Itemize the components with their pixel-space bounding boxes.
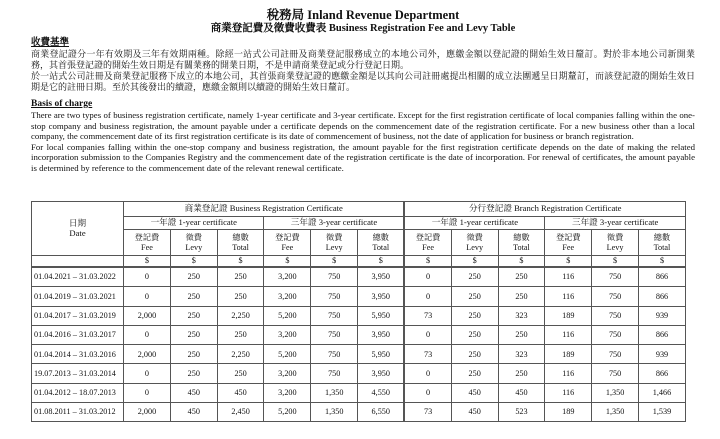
fee-table (31, 201, 686, 422)
value-cell: 250 (170, 287, 217, 306)
value-cell: 450 (498, 383, 545, 402)
column-header-en: Total (653, 242, 671, 252)
column-header-fee (404, 230, 451, 256)
value-cell: 189 (545, 306, 592, 325)
br-three-year-header: 三年證 3-year certificate (264, 217, 404, 230)
column-header-fee (264, 230, 311, 256)
table-row (32, 287, 686, 306)
value-cell: 0 (124, 325, 171, 344)
value-cell: 1,350 (592, 403, 639, 422)
column-header-en: Fee (562, 242, 575, 252)
column-header-total (358, 230, 405, 256)
value-cell: 750 (592, 287, 639, 306)
branch-one-year-header: 一年證 1-year certificate (404, 217, 544, 230)
value-cell: 3,200 (264, 325, 311, 344)
period-cell: 01.08.2011 – 31.03.2012 (32, 403, 124, 422)
value-cell: 3,950 (358, 267, 405, 287)
value-cell: 323 (498, 306, 545, 325)
period-cell: 01.04.2017 – 31.03.2019 (32, 306, 124, 325)
value-cell: 5,950 (358, 345, 405, 364)
column-header-zh: 登記費 (134, 233, 160, 242)
date-header-zh: 日期 (68, 218, 87, 228)
branch-certificate-header: 分行登記證 Branch Registration Certificate (404, 202, 685, 217)
value-cell: 5,200 (264, 306, 311, 325)
value-cell: 116 (545, 383, 592, 402)
column-header-total (217, 230, 264, 256)
value-cell: 0 (124, 287, 171, 306)
column-header-en: Levy (185, 242, 203, 252)
value-cell: 250 (451, 267, 498, 287)
date-header (32, 202, 124, 256)
column-header-zh: 總數 (232, 233, 249, 242)
unit-label: $ (358, 256, 405, 268)
value-cell: 116 (545, 267, 592, 287)
value-cell: 0 (404, 325, 451, 344)
period-cell: 01.04.2016 – 31.03.2017 (32, 325, 124, 344)
unit-spacer (32, 256, 124, 268)
page-subtitle: 商業登記費及徵費收費表 Business Registration Fee and Levy Table (210, 23, 516, 34)
english-paragraph-1: There are two types of business registration certificate, namely 1-year certificate and 3-year certificate. Except for the first registration certificate of local companies falling within the one-stop company and business registration, the amount payable under a certificate depends on the commencement date of the registration certificate. For a new business other than a local company, the commencement date of its first registration certificate is its date of commencement of business, not the date of application for business or branch registration. (31, 110, 695, 142)
column-header-en: Levy (466, 242, 484, 252)
column-header-en: Fee (141, 242, 153, 252)
value-cell: 750 (592, 306, 639, 325)
unit-label: $ (404, 256, 451, 268)
value-cell: 866 (638, 267, 685, 287)
value-cell: 939 (638, 306, 685, 325)
column-header-levy (311, 230, 358, 256)
column-header-en: Fee (281, 242, 294, 252)
column-header-zh: 總數 (513, 233, 530, 242)
value-cell: 450 (170, 403, 217, 422)
column-header-levy (592, 230, 639, 256)
value-cell: 73 (404, 345, 451, 364)
period-cell: 01.04.2019 – 31.03.2021 (32, 287, 124, 306)
value-cell: 250 (498, 364, 545, 383)
value-cell: 939 (638, 345, 685, 364)
value-cell: 523 (498, 403, 545, 422)
value-cell: 0 (404, 383, 451, 402)
chinese-paragraph-2: 於一站式公司註冊及商業登記服務下成立的本地公司，其首張商業登記證的應繳金額是以其向公司註冊處提出相關的成立法團遞呈日期釐訂，而該登記證的開始生效日期是它的註冊日期。至於其後發出的續證，應繳金額則以續證的開始生效日釐訂。 (31, 71, 695, 92)
value-cell: 3,200 (264, 287, 311, 306)
unit-label: $ (545, 256, 592, 268)
column-header-total (638, 230, 685, 256)
value-cell: 250 (217, 267, 264, 287)
value-cell: 1,350 (311, 403, 358, 422)
column-header-zh: 總數 (372, 233, 389, 242)
column-header-total (498, 230, 545, 256)
value-cell: 750 (311, 306, 358, 325)
value-cell: 323 (498, 345, 545, 364)
period-cell: 01.04.2012 – 18.07.2013 (32, 383, 124, 402)
page-title: 稅務局 Inland Revenue Department (266, 8, 460, 22)
value-cell: 3,200 (264, 364, 311, 383)
br-one-year-header: 一年證 1-year certificate (124, 217, 264, 230)
value-cell: 2,250 (217, 345, 264, 364)
column-header-en: Total (232, 242, 249, 252)
column-header-fee (545, 230, 592, 256)
value-cell: 3,200 (264, 383, 311, 402)
column-header-zh: 登記費 (555, 233, 581, 242)
date-header-en: Date (69, 227, 86, 238)
value-cell: 2,000 (124, 306, 171, 325)
value-cell: 250 (451, 287, 498, 306)
column-header-zh: 徵費 (606, 233, 624, 242)
english-paragraph-2: For local companies falling within the one-stop company and business registration, the amount payable for the first registration certificate depends on the date of making the related incorporation submission to the Companies Registry and the commencement date of the registration certificate is the date of incorporation. For renewal of certificates, the amount payable is determined by reference to the commencement date of the relevant renewal certificate. (31, 141, 695, 173)
value-cell: 6,550 (358, 403, 405, 422)
period-cell: 19.07.2013 – 31.03.2014 (32, 364, 124, 383)
value-cell: 0 (124, 364, 171, 383)
value-cell: 3,950 (358, 287, 405, 306)
value-cell: 0 (124, 383, 171, 402)
value-cell: 2,000 (124, 403, 171, 422)
value-cell: 116 (545, 364, 592, 383)
br-certificate-header: 商業登記證 Business Registration Certificate (124, 202, 405, 217)
branch-three-year-header: 三年證 3-year certificate (545, 217, 686, 230)
value-cell: 750 (311, 287, 358, 306)
value-cell: 750 (311, 364, 358, 383)
value-cell: 250 (498, 325, 545, 344)
value-cell: 250 (451, 345, 498, 364)
column-header-zh: 登記費 (275, 233, 300, 242)
value-cell: 3,200 (264, 267, 311, 287)
column-header-zh: 徵費 (466, 233, 483, 242)
value-cell: 750 (311, 345, 358, 364)
value-cell: 5,200 (264, 403, 311, 422)
column-header-en: Levy (606, 242, 624, 252)
value-cell: 250 (498, 287, 545, 306)
value-cell: 750 (592, 267, 639, 287)
value-cell: 5,200 (264, 345, 311, 364)
value-cell: 750 (592, 345, 639, 364)
value-cell: 3,950 (358, 325, 405, 344)
column-header-en: Fee (422, 242, 434, 252)
period-cell: 01.04.2021 – 31.03.2022 (32, 267, 124, 287)
table-row (32, 383, 686, 402)
value-cell: 3,950 (358, 364, 405, 383)
value-cell: 1,350 (311, 383, 358, 402)
column-header-en: Total (513, 242, 530, 252)
value-cell: 2,250 (217, 306, 264, 325)
value-cell: 1,539 (638, 403, 685, 422)
english-heading: Basis of charge (31, 99, 93, 109)
value-cell: 250 (217, 325, 264, 344)
document-page (31, 8, 695, 174)
column-header-levy (170, 230, 217, 256)
unit-label: $ (451, 256, 498, 268)
period-cell: 01.04.2014 – 31.03.2016 (32, 345, 124, 364)
value-cell: 250 (451, 364, 498, 383)
table-row (32, 306, 686, 325)
value-cell: 2,000 (124, 345, 171, 364)
column-header-levy (451, 230, 498, 256)
value-cell: 450 (451, 383, 498, 402)
column-header-zh: 徵費 (185, 233, 202, 242)
unit-label: $ (592, 256, 639, 268)
value-cell: 2,450 (217, 403, 264, 422)
value-cell: 73 (404, 403, 451, 422)
column-header-en: Levy (325, 242, 343, 252)
table-row (32, 345, 686, 364)
unit-label: $ (170, 256, 217, 268)
value-cell: 73 (404, 306, 451, 325)
column-header-zh: 總數 (653, 233, 671, 242)
column-header-zh: 登記費 (415, 233, 441, 242)
value-cell: 250 (170, 267, 217, 287)
unit-label: $ (124, 256, 171, 268)
value-cell: 0 (404, 364, 451, 383)
value-cell: 1,466 (638, 383, 685, 402)
value-cell: 250 (170, 325, 217, 344)
chinese-heading: 收費基準 (31, 38, 70, 48)
chinese-paragraph-1: 商業登記證分一年有效期及三年有效期兩種。除經一站式公司註冊及商業登記服務成立的本地公司外，應繳金額以登記證的開始生效日釐訂。對於非本地公司新開業務，其首張登記證的開始生效日期是有關業務的開業日期，不是申請商業登記或分行登記日期。 (31, 49, 695, 70)
value-cell: 250 (217, 364, 264, 383)
value-cell: 250 (170, 306, 217, 325)
value-cell: 750 (311, 325, 358, 344)
column-header-fee (124, 230, 171, 256)
value-cell: 450 (451, 403, 498, 422)
column-header-en: Total (372, 242, 390, 252)
unit-label: $ (311, 256, 358, 268)
value-cell: 0 (124, 267, 171, 287)
table-row (32, 364, 686, 383)
value-cell: 189 (545, 345, 592, 364)
column-header-zh: 徵費 (326, 233, 343, 242)
value-cell: 750 (311, 267, 358, 287)
value-cell: 5,950 (358, 306, 405, 325)
value-cell: 1,350 (592, 383, 639, 402)
value-cell: 250 (451, 306, 498, 325)
value-cell: 250 (170, 345, 217, 364)
value-cell: 0 (404, 287, 451, 306)
value-cell: 866 (638, 364, 685, 383)
unit-label: $ (217, 256, 264, 268)
value-cell: 750 (592, 325, 639, 344)
value-cell: 116 (545, 287, 592, 306)
value-cell: 250 (217, 287, 264, 306)
unit-label: $ (638, 256, 685, 268)
value-cell: 0 (404, 267, 451, 287)
unit-label: $ (264, 256, 311, 268)
value-cell: 450 (217, 383, 264, 402)
value-cell: 866 (638, 287, 685, 306)
table-row (32, 267, 686, 287)
value-cell: 189 (545, 403, 592, 422)
value-cell: 116 (545, 325, 592, 344)
table-row (32, 403, 686, 422)
value-cell: 750 (592, 364, 639, 383)
value-cell: 866 (638, 325, 685, 344)
unit-label: $ (498, 256, 545, 268)
value-cell: 250 (451, 325, 498, 344)
table-row (32, 325, 686, 344)
value-cell: 4,550 (358, 383, 405, 402)
value-cell: 450 (170, 383, 217, 402)
value-cell: 250 (498, 267, 545, 287)
value-cell: 250 (170, 364, 217, 383)
